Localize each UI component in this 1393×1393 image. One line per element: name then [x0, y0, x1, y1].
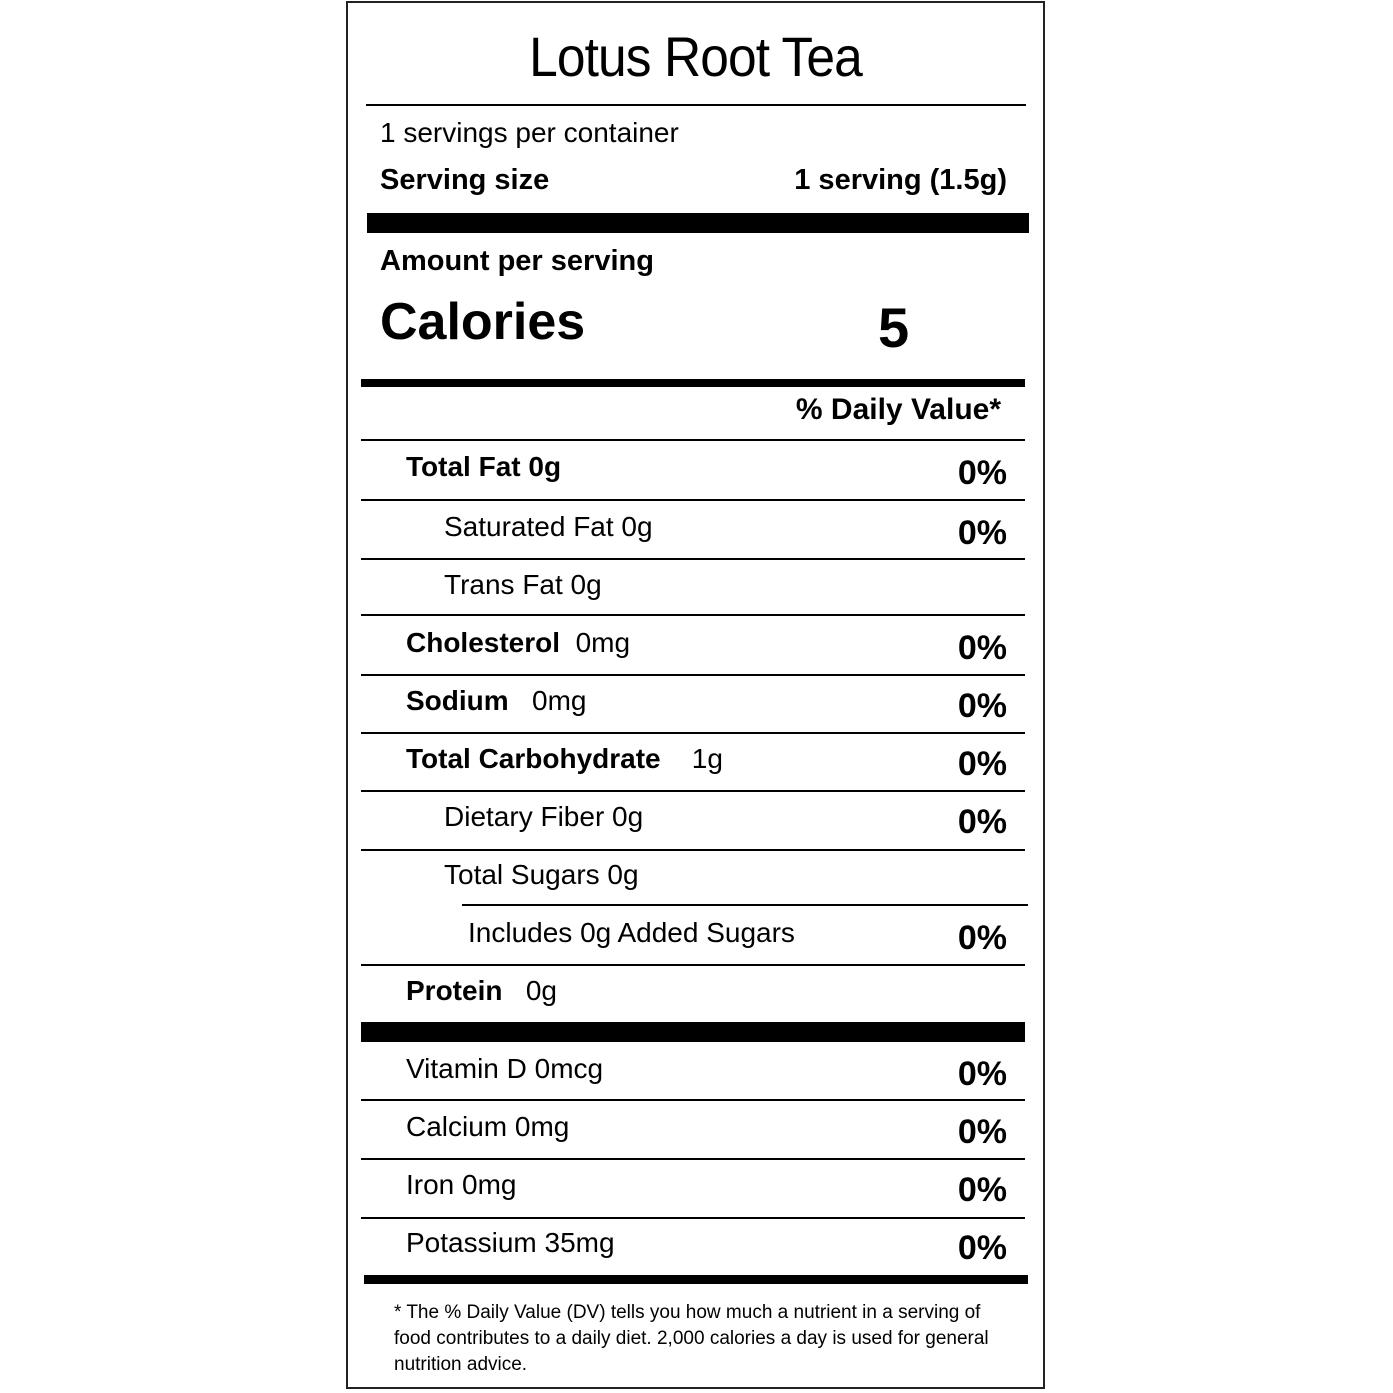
dv-vitamin-d: 0% — [957, 1055, 1007, 1093]
divider — [361, 1158, 1025, 1160]
thick-divider — [367, 213, 1029, 233]
nutrient-total-fat: Total Fat 0g — [406, 451, 562, 482]
dv-iron: 0% — [957, 1171, 1007, 1209]
divider — [361, 499, 1025, 501]
servings-per-container: 1 servings per container — [380, 117, 679, 148]
nutrient-added-sugars: Includes 0g Added Sugars — [468, 917, 795, 948]
dv-sodium: 0% — [957, 687, 1007, 725]
nutrition-facts-label — [346, 1, 1045, 1389]
dv-calcium: 0% — [957, 1113, 1007, 1151]
calcium: Calcium 0mg — [406, 1111, 570, 1142]
divider — [361, 849, 1025, 851]
nutrient-protein: Protein 0g — [406, 975, 557, 1006]
dv-added-sugars: 0% — [957, 919, 1007, 957]
daily-value-header: % Daily Value* — [795, 393, 1001, 426]
vitamin-d: Vitamin D 0mcg — [406, 1053, 604, 1084]
nutrient-total-carbohydrate: Total Carbohydrate 1g — [406, 743, 723, 774]
calories-value: 5 — [878, 296, 910, 359]
daily-value-footnote: * The % Daily Value (DV) tells you how much a nutrient in a serving of food contributes to a daily diet. 2,000 calories a day is used for general nutrition advice. — [394, 1302, 989, 1375]
nutrient-sodium: Sodium 0mg — [406, 685, 587, 716]
dv-potassium: 0% — [957, 1229, 1007, 1267]
nutrient-dietary-fiber: Dietary Fiber 0g — [444, 801, 644, 832]
divider — [361, 790, 1025, 792]
nutrient-trans-fat: Trans Fat 0g — [444, 569, 602, 600]
dv-total-fat: 0% — [957, 454, 1007, 492]
product-title: Lotus Root Tea — [529, 25, 862, 88]
nutrient-saturated-fat: Saturated Fat 0g — [444, 511, 653, 542]
divider — [361, 439, 1025, 441]
dv-saturated-fat: 0% — [957, 514, 1007, 552]
dv-cholesterol: 0% — [957, 629, 1007, 667]
potassium: Potassium 35mg — [406, 1227, 615, 1258]
dv-total-carbohydrate: 0% — [957, 745, 1007, 783]
dv-dietary-fiber: 0% — [957, 803, 1007, 841]
nutrient-cholesterol: Cholesterol 0mg — [406, 627, 631, 658]
divider — [361, 674, 1025, 676]
serving-size-label: Serving size — [380, 164, 550, 196]
iron: Iron 0mg — [406, 1169, 517, 1200]
calories-label: Calories — [380, 293, 586, 351]
amount-per-serving: Amount per serving — [380, 245, 654, 277]
thick-divider — [361, 1022, 1025, 1042]
divider — [361, 1099, 1025, 1101]
medium-divider — [364, 1275, 1028, 1284]
divider — [361, 732, 1025, 734]
divider — [361, 964, 1025, 966]
nutrient-total-sugars: Total Sugars 0g — [444, 859, 639, 890]
medium-divider — [361, 379, 1025, 387]
divider — [361, 558, 1025, 560]
divider — [361, 1217, 1025, 1219]
divider — [361, 614, 1025, 616]
divider — [462, 904, 1028, 906]
divider — [366, 104, 1026, 106]
serving-size-value: 1 serving (1.5g) — [794, 164, 1007, 196]
